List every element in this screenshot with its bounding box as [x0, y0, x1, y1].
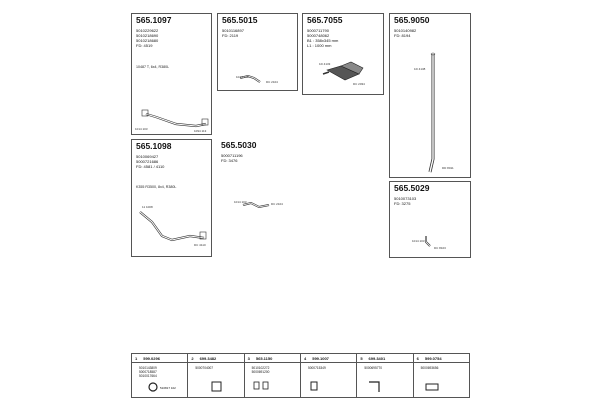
accessory-cell	[414, 354, 469, 397]
clamp-drawing	[301, 354, 357, 399]
part-number: 565.5030	[221, 140, 257, 150]
part-fd: FD: 2119	[222, 33, 239, 38]
accessory-cell	[188, 354, 244, 397]
accessory-code: 5000691200	[251, 370, 270, 374]
accessory-code: 5010017664	[139, 374, 157, 378]
accessory-code: 5000715349	[307, 366, 326, 370]
part-fd: FD: 4519	[136, 43, 153, 48]
part-code: 5010218690	[136, 33, 159, 38]
part-fd: FD: 3476	[221, 158, 238, 163]
pipe-drawing	[217, 139, 300, 219]
part-label: DC 2104	[271, 202, 283, 206]
part-code: 5010218680	[136, 38, 159, 43]
part-label: DC 8103	[434, 246, 446, 250]
part-code: 5000711196	[221, 153, 243, 158]
part-label: 1014 103	[135, 127, 148, 131]
part-fd: FD: 8194	[394, 33, 411, 38]
part-label: 1014 103	[412, 239, 425, 243]
accessory-cell	[301, 354, 357, 397]
part-box-565-5029	[389, 181, 471, 258]
part-box-565-9050	[389, 13, 471, 178]
accessory-num: 1	[135, 355, 138, 361]
clamp-drawing	[245, 354, 301, 399]
accessory-code: 5010143809	[139, 366, 157, 370]
accessory-part-no: 565.1150	[255, 355, 273, 361]
pipe-drawing	[132, 14, 213, 136]
part-code: 5010229622	[136, 28, 159, 33]
accessory-code: 5000693656	[420, 366, 439, 370]
part-label: DC 2034	[353, 82, 365, 86]
pipe-drawing	[132, 140, 213, 258]
accessory-code: 5000718587	[139, 370, 157, 374]
part-code: 5000711790	[307, 28, 329, 33]
accessory-part-no: 599.0296	[143, 355, 160, 361]
accessory-part-no: 699.3401	[368, 355, 386, 361]
bracket-drawing	[414, 354, 470, 399]
pipe-drawing	[390, 182, 472, 259]
accessory-cell	[357, 354, 413, 397]
accessory-code: 5010102272	[251, 366, 270, 370]
part-fd: FD: 3275	[394, 201, 411, 206]
part-box-565-5015	[217, 13, 298, 91]
part-box-565-1098	[131, 139, 212, 257]
part-box-565-5030	[217, 139, 300, 219]
accessory-num: 6	[416, 355, 419, 361]
part-label: 1094 113	[194, 129, 207, 133]
part-code: 5010140982	[394, 28, 417, 33]
accessory-part-no: 599.1007	[312, 355, 329, 361]
accessory-num: 5	[360, 355, 363, 361]
part-box-565-1097	[131, 13, 212, 135]
vehicle-note: 10487 T, 6x4, R380L	[136, 65, 170, 69]
part-fd2: L1 : 1000 mm	[307, 43, 332, 48]
part-label: 11 1008	[142, 205, 153, 209]
part-number: 565.1097	[136, 15, 172, 25]
muffler-drawing	[303, 14, 385, 96]
accessory-part-no: 599.0754	[424, 355, 442, 361]
part-label: DC 4110	[194, 243, 206, 247]
part-label: 1014 143	[236, 75, 249, 79]
part-fd: B1 : 358x345 mm	[307, 38, 339, 43]
part-label: 1014 103	[234, 200, 247, 204]
part-code: 5010073103	[394, 196, 417, 201]
part-code: 5010116897	[222, 28, 244, 33]
accessory-num: 2	[191, 355, 194, 361]
vehicle-note: K355 R3500, 8x4, R380L	[136, 185, 177, 189]
part-number: 565.1098	[136, 141, 172, 151]
part-code: 5000721686	[136, 159, 159, 164]
part-number: 565.5029	[394, 183, 430, 193]
part-number: 565.7055	[307, 15, 343, 25]
accessory-num: 3	[247, 355, 250, 361]
gasket-drawing	[188, 354, 244, 399]
accessory-code: 5000704007	[195, 366, 214, 370]
part-label: 1D 4138	[414, 67, 426, 71]
accessory-table	[131, 353, 470, 398]
accessory-num: 4	[303, 355, 307, 361]
accessory-part-no: 699.3482	[199, 355, 217, 361]
part-code: 5010069427	[136, 154, 159, 159]
bracket-drawing	[357, 354, 413, 399]
part-fd: FD: 4581 / 4110	[136, 164, 165, 169]
clamp-drawing	[132, 354, 188, 399]
accessory-cell	[245, 354, 301, 397]
part-number: 565.5015	[222, 15, 258, 25]
part-label: DC 2104	[266, 80, 278, 84]
part-label: 1D 4133	[319, 62, 331, 66]
pipe-drawing	[218, 14, 299, 92]
accessory-code: 5000695770	[364, 366, 383, 370]
part-label: DD 8011	[442, 166, 454, 170]
accessory-cell	[132, 354, 188, 397]
part-number: 565.9050	[394, 15, 430, 25]
pipe-drawing	[390, 14, 472, 179]
part-code: 5000748062	[307, 33, 330, 38]
part-box-565-7055	[302, 13, 384, 95]
accessory-note: 510817 102	[160, 386, 176, 390]
